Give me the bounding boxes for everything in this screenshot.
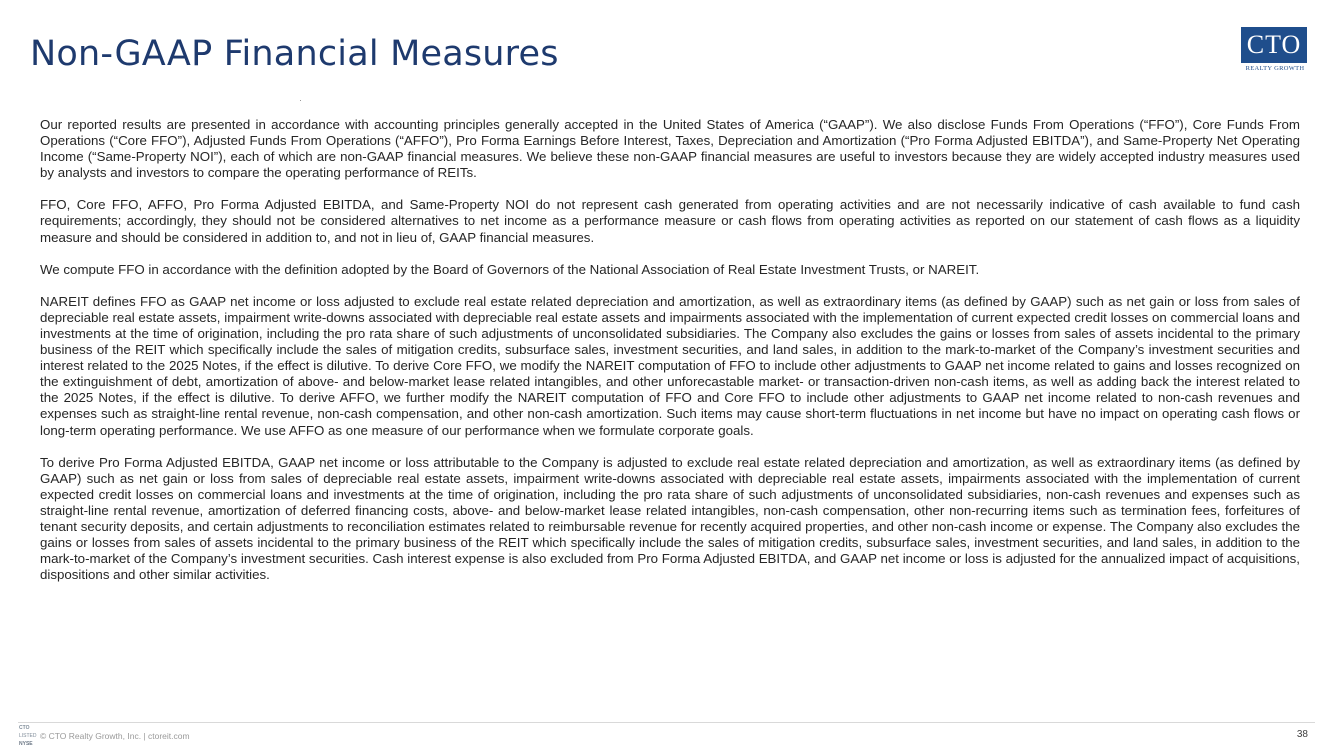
disclosure-body <box>40 117 1300 583</box>
logo-mark: CTO <box>1246 30 1302 59</box>
company-logo <box>1241 27 1309 77</box>
footer-logo-bottom: NYSE <box>19 741 33 747</box>
logo-subtitle: REALTY GROWTH <box>1245 65 1305 72</box>
footer-logo-top: CTO <box>19 725 30 731</box>
paragraph-nareit-definition: We compute FFO in accordance with the definition adopted by the Board of Governors of the National Association of Real Estate Investment Trusts, or NAREIT. <box>40 261 980 277</box>
footer-logo-mid: LISTED <box>19 733 37 739</box>
paragraph-adjusted-ebitda: To derive Pro Forma Adjusted EBITDA, GAAP net income or loss attributable to the Company is adjusted to exclude real estate related depreciation and amortization, as well as extraordinary items (as defined by GAAP) such as net gain or loss from sales of depreciable real estate assets, impairment write-downs associated with depreciable real estate assets, impairments associated with the implementation of current expected credit losses on commercial loans and investments at the time of origination, including the pro rata share of such adjustments of unconsolidated subsidiaries, non-cash revenues and expenses such as straight-line rental revenue, amortization of deferred financing costs, above- and below-market lease related intangibles, non-cash compensation, other non-recurring items such as termination fees, forfeitures of tenant security deposits, and certain adjustments to reconciliation estimates related to reimbursable revenue for recently acquired properties, and other non-cash income or expense. The Company also excludes the gains or losses from sales of assets incidental to the primary business of the REIT which specifically include the sales of mitigation credits, subsurface sales, investment securities, and land sales, in addition to the mark-to-market of the Company’s investment securities. Cash interest expense is also excluded from Pro Forma Adjusted EBITDA, and GAAP net income or loss is adjusted for the annualized impact of acquisitions, dispositions and other similar activities. <box>40 454 1300 583</box>
footer-divider <box>18 722 1315 723</box>
page-title: Non-GAAP Financial Measures <box>30 34 559 74</box>
footer-copyright: © CTO Realty Growth, Inc. | ctoreit.com <box>40 731 190 741</box>
paragraph-ffo-core-affo: NAREIT defines FFO as GAAP net income or loss adjusted to exclude real estate related depreciation and amortization, as well as extraordinary items (as defined by GAAP) such as net gain or loss from sales of depreciable real estate assets, impairment write-downs associated with depreciable real estate assets and impairments associated with the implementation of current expected credit losses on commercial loans and investments at the time of origination, including the pro rata share of such adjustments of unconsolidated subsidiaries. The Company also excludes the gains or losses from sales of assets incidental to the primary business of the REIT which specifically include the sales of mitigation credits, subsurface sales, investment securities, and land sales, in addition to the mark-to-market of the Company’s investment securities and interest related to the 2025 Notes, if the effect is dilutive. To derive Core FFO, we modify the NAREIT computation of FFO to include other adjustments to GAAP net income related to gains and losses recognized on the extinguishment of debt, amortization of above- and below-market lease related intangibles, and other unforecastable market- or transaction-driven non-cash items, as well as adding back the interest related to the 2025 Notes, if the effect is dilutive. To derive AFFO, we further modify the NAREIT computation of FFO and Core FFO to include other adjustments to GAAP net income related to non-cash revenues and expenses such as straight-line rental revenue, non-cash compensation, and other non-cash amortization. Such items may cause short-term fluctuations in net income but have no impact on operating cash flows or long-term operating performance. We use AFFO as one measure of our performance when we formulate corporate goals. <box>40 293 1300 438</box>
logo-badge <box>1241 27 1307 63</box>
footer-nyse-logo <box>19 724 35 748</box>
decorative-dot <box>300 100 301 101</box>
paragraph-limitations: FFO, Core FFO, AFFO, Pro Forma Adjusted EBITDA, and Same-Property NOI do not represent cash generated from operating activities and are not necessarily indicative of cash available to fund cash requirements; accordingly, they should not be considered alternatives to net income as a performance measure or cash flows from operating activities as reported on our statement of cash flows as a liquidity measure and should be considered in addition to, and not in lieu of, GAAP financial measures. <box>40 197 1300 245</box>
page-number: 38 <box>1296 729 1308 740</box>
paragraph-overview: Our reported results are presented in accordance with accounting principles generally accepted in the United States of America (“GAAP”). We also disclose Funds From Operations (“FFO”), Core Funds From Operations (“Core FFO”), Adjusted Funds From Operations (“AFFO”), Pro Forma Earnings Before Interest, Taxes, Depreciation and Amortization (“Pro Forma Adjusted EBITDA”), and Same-Property Net Operating Income (“Same-Property NOI”), each of which are non-GAAP financial measures. We believe these non-GAAP financial measures are useful to investors because they are widely accepted industry measures used by analysts and investors to compare the operating performance of REITs. <box>40 117 1300 181</box>
